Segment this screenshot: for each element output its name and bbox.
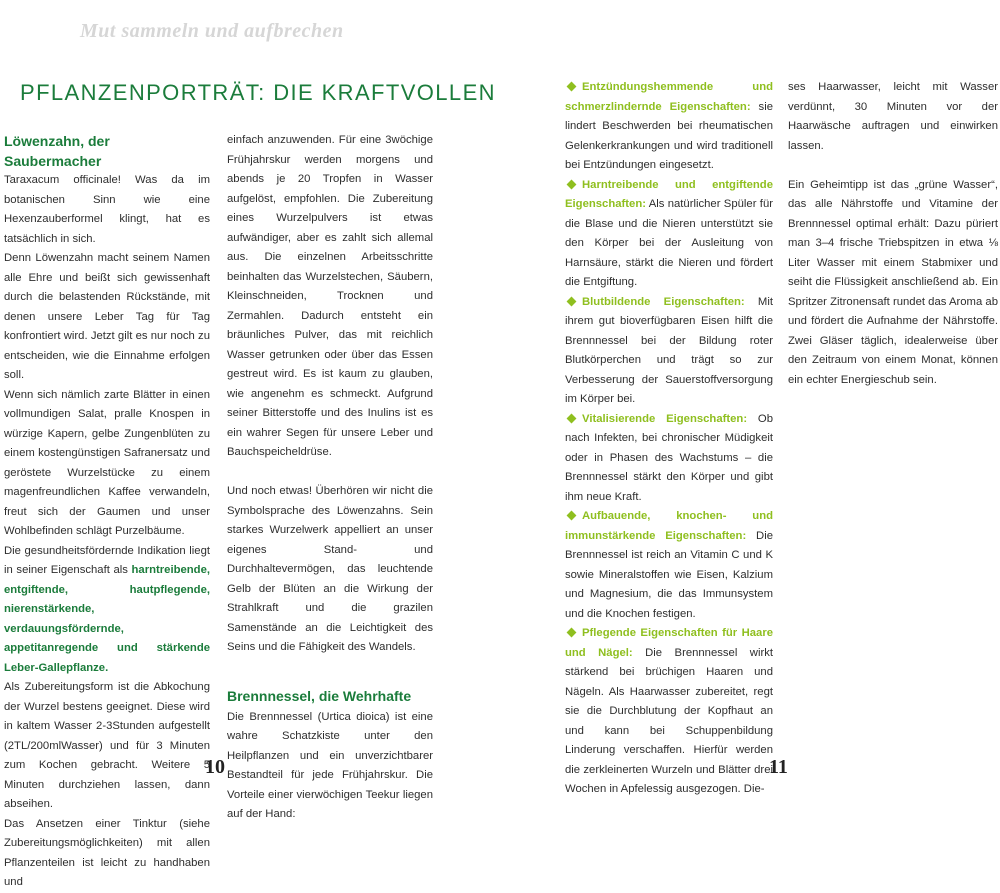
diamond-bullet-icon <box>567 628 577 638</box>
running-head: Mut sammeln und aufbrechen <box>80 20 344 42</box>
benefit-text: Die Brennnessel ist reich an Vitamin C und K sowie Mineralstoffen wie Eisen, Kalzium und Magnesium, die das Immunsystem und die Knochen festigen. <box>565 529 773 620</box>
text-column-3 <box>565 78 773 800</box>
benefit-bullet <box>565 176 773 293</box>
diamond-bullet-icon <box>567 511 577 521</box>
diamond-bullet-icon <box>567 82 577 92</box>
dandelion-heading: Löwenzahn, der Saubermacher <box>4 133 110 169</box>
benefit-text: Als natürlicher Spüler für die Blase und die Nieren unterstützt sie den Körper bei der Ausleitung von Harnsäure, stärkt die Nieren und fördert die Entgiftung. <box>565 198 773 288</box>
dandelion-paragraph-1: Taraxacum officinale! Was da im botanischen Sinn wie eine Hexenzauberformel klingt, hat es tatsächlich in sich. <box>4 174 210 245</box>
green-water-tip: Ein Geheimtipp ist das „grüne Wasser“, das alle Nährstoffe und Vitamine der Brennnessel optimal erhält: Dazu püriert man 3–4 frische Triebspitzen in etwa ⅛ Liter Wasser mit einem Stabmixer und seiht die Flüssigkeit anschließend ab. Ein Spritzer Zitronensaft rundet das Aroma ab und fördert die Aufnahme der Nährstoffe. Zwei Gläser täglich, idealerweise über den Zeitraum von einem Monat, können ein echter Energieschub sein. <box>788 178 998 386</box>
dandelion-paragraph-8: Und noch etwas! Überhören wir nicht die Symbolsprache des Löwenzahns. Sein starkes Wurzelwerk appelliert an unser eigenes Stand- und Durchhaltevermögen, das leuchtende Gelb der Blüten an die Wirkung der Strahlkraft und die grazilen Samenstände an die Leichtigkeit des Seins und die Fähigkeit des Wandels. <box>227 485 433 653</box>
left-page <box>0 0 500 888</box>
dandelion-paragraph-2: Denn Löwenzahn macht seinem Namen alle Ehre und beißt sich gewissenhaft durch die belastenden Rückstände, mit denen unsere Leber Tag für Tag konfrontiert wird. Jetzt gilt es nur noch zu entscheiden, wie die Einnahme erfolgen soll. <box>4 252 210 381</box>
benefit-label: Harntreibende und entgiftende Eigenschaften: <box>565 178 773 210</box>
dandelion-paragraph-5: Als Zubereitungsform ist die Abkochung der Wurzel bestens geeignet. Diese wird in kaltem Wasser 2-3Stunden aufgestellt (2TL/200mlWasser) und für 3 Minuten zum Kochen gebracht. Weitere 5 Minuten durchziehen lassen, dann abseihen. <box>4 681 210 810</box>
page-number-right: 11 <box>769 756 788 778</box>
text-column-4 <box>788 78 998 390</box>
nettle-paragraph-1: Die Brennnessel (Urtica dioica) ist eine wahre Schatzkiste unter den Heilpflanzen und ein unverzichtbarer Bestandteil für jede Frühjahrskur. Die Vorteile einer vierwöchigen Teekur liegen auf der Hand: <box>227 710 433 820</box>
nettle-heading: Brennnessel, die Wehrhafte <box>227 687 412 704</box>
text-column-2 <box>227 131 433 825</box>
chapter-title: PFLANZENPORTRÄT: DIE KRAFTVOLLEN <box>20 80 496 105</box>
dandelion-paragraph-4 <box>4 542 210 679</box>
benefit-text: sie lindert Beschwerden bei rheumatischen Gelenkerkrankungen und wird traditionell bei Entzündungen eingesetzt. <box>565 100 773 171</box>
diamond-bullet-icon <box>567 413 577 423</box>
diamond-bullet-icon <box>567 179 577 189</box>
text-column-1 <box>4 131 210 893</box>
benefit-bullet <box>565 293 773 410</box>
benefit-bullet <box>565 624 773 800</box>
right-page <box>500 0 1000 800</box>
benefit-label: Blutbildende Eigenschaften: <box>582 295 745 308</box>
indication-text: Die gesundheitsfördernde Indikation liegt in seiner Eigenschaft als <box>4 544 210 576</box>
benefit-label: Vitalisierende Eigenschaften: <box>582 412 748 425</box>
benefit-label: Entzündungshemmende und schmerzlindernde Eigenschaften: <box>565 81 773 113</box>
benefit-bullet <box>565 410 773 508</box>
hair-water-continuation: ses Haarwasser, leicht mit Wasser verdünnt, 30 Minuten vor der Haarwäsche auftragen und einwirken lassen. <box>788 81 998 152</box>
dandelion-paragraph-7: einfach anzuwenden. Für eine 3wöchige Frühjahrskur werden morgens und abends je 20 Tropfen in Wasser aufgelöst, empfohlen. Die Zubereitung eines Wurzelpulvers ist etwas aufwändiger, aber es zahlt sich allemal aus. Die einzelnen Arbeitsschritte beinhalten das Wurzelstechen, Säubern, Kleinschneiden, Trocknen und Zermahlen. Dadurch entsteht ein bräunliches Pulver, das mit reichlich Wasser getrunken oder über das Essen gestreut wird. Es ist kaum zu glauben, wie angenehm es schmeckt. Aufgrund seiner Bitterstoffe und des Inulins ist es ein wahrer Segen für unsere Leber und Bauchspeicheldrüse. <box>227 134 433 458</box>
benefit-bullet <box>565 78 773 176</box>
benefit-bullet <box>565 507 773 624</box>
benefit-text: Ob nach Infekten, bei chronischer Müdigkeit oder in Phasen des Wachstums – die Brennnessel stärkt den Körper und gibt ihm neue Kraft. <box>565 412 773 503</box>
benefit-text: Mit ihrem gut bioverfügbaren Eisen hilft die Brennnessel bei der Bildung roter Blutkörperchen und trägt so zur Verbesserung der Sauerstoffversorgung im Körper bei. <box>565 295 773 405</box>
benefit-label: Aufbauende, knochen- und immunstärkende Eigenschaften: <box>565 510 773 542</box>
indication-emphasis: harntreibende, entgiftende, hautpflegende, nierenstärkende, verdauungsfördernde, appetitanregende und stärkende Leber-Gallepflanze. <box>4 564 210 674</box>
dandelion-paragraph-3: Wenn sich nämlich zarte Blätter in einen vollmundigen Salat, pralle Knospen in würzige Kapern, gelbe Zungenblüten zu einem kostengünstigen Safranersatz und geröstete Wurzelstücke zu einem magenfreundlichen Kaffee verwandeln, freut sich der Gaumen und unser Wohlbefinden schlägt Purzelbäume. <box>4 388 210 537</box>
diamond-bullet-icon <box>567 296 577 306</box>
benefit-label: Pflegende Eigenschaften für Haare und Nägel: <box>565 627 773 659</box>
benefit-text: Die Brennnessel wirkt stärkend bei brüchigen Haaren und Nägeln. Als Haarwasser zubereitet, regt sie die Durchblutung der Kopfhaut an und kann bei Schuppenbildung Linderung verschaffen. Hierfür werden die zerkleinerten Wurzeln und Blätter drei Wochen in Apfelessig ausgezogen. Die- <box>565 646 773 795</box>
page-number-left: 10 <box>205 756 225 778</box>
dandelion-paragraph-6: Das Ansetzen einer Tinktur (siehe Zubereitungsmöglichkeiten) mit allen Pflanzenteilen ist leicht zu handhaben und <box>4 817 210 888</box>
